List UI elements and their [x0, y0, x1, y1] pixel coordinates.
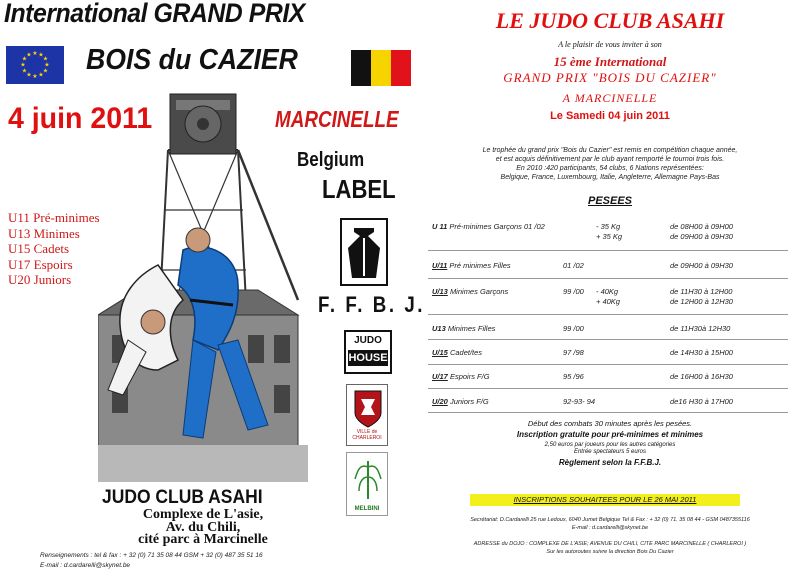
schedule-time: de 16H00 à 16H30: [670, 372, 733, 381]
schedule-time: de 09H00 à 09H30: [670, 261, 733, 270]
divider: [428, 388, 788, 389]
schedule-time: de 12H00 à 12H30: [670, 297, 733, 306]
event-date: 4 juin 2011: [8, 102, 153, 135]
category-item: U20 Juniors: [8, 272, 72, 287]
category-item: U15 Cadets: [8, 241, 70, 256]
poster-title-line2: BOIS du CAZIER: [86, 44, 298, 76]
svg-text:★: ★: [26, 51, 32, 59]
dojo-directions: Sur les autoroutes suivre la direction Bois Du Cazier: [546, 548, 674, 555]
divider: [428, 364, 788, 365]
address-line: cité parc à Marcinelle: [138, 532, 268, 547]
category-item: U13 Minimes: [8, 225, 80, 241]
svg-text:★: ★: [32, 73, 38, 80]
invite-city: A MARCINELLE: [562, 91, 658, 105]
address-line: Complexe de L'asie,: [142, 507, 264, 522]
schedule-time: de 14H30 à 15H00: [670, 348, 733, 357]
svg-text:★: ★: [26, 71, 32, 79]
schedule-year: 95 /96: [563, 372, 584, 381]
secretariat-line: Secrétariat: D.Cardarelli 25 rue Ledoux, 6040 Jumet Belgique Tel & Fax : + 32 (0) 71. 35 08 44 - GSM 0487355116: [470, 517, 750, 523]
divider: [428, 339, 788, 340]
free-entry-note: Inscription gratuite pour pré-minimes et minimes: [516, 430, 704, 439]
schedule-category: U13 Minimes Filles: [432, 324, 496, 333]
mine-tower-judo-illustration: [98, 90, 308, 482]
event-country: Belgium: [297, 149, 365, 171]
poster-title-line1: International GRAND PRIX: [4, 0, 305, 28]
event-city: MARCINELLE: [275, 106, 399, 132]
schedule-category: U 11 Pré-minimes Garçons 01 /02: [432, 222, 545, 231]
schedule-time: de 08H00 à 09H00: [670, 222, 733, 231]
fee-line: Entrée spectateurs 5 euros: [573, 449, 647, 455]
invite-club-title: LE JUDO CLUB ASAHI: [495, 8, 725, 33]
fee-line: 2,50 euros par joueurs pour les autres catégories: [544, 442, 676, 448]
divider: [428, 278, 788, 279]
charleroi-coat-of-arms: [346, 384, 388, 446]
schedule-weight: + 40Kg: [596, 297, 620, 306]
divider: [428, 314, 788, 315]
venue-address: [58, 509, 348, 547]
sponsor-text: MELBINI: [354, 506, 380, 512]
club-name: JUDO CLUB ASAHI: [102, 487, 263, 508]
schedule-year: 99 /00: [563, 287, 584, 296]
judo-house-logo: [344, 330, 392, 374]
intro-line: Le trophée du grand prix "Bois du Cazier" est remis en compétition chaque année,: [482, 147, 738, 154]
belgium-flag-icon: [351, 50, 411, 86]
svg-text:★: ★: [38, 51, 44, 59]
registration-deadline: INSCRIPTIONS SOUHAITEES POUR LE 26 MAI 2011: [470, 494, 740, 506]
sponsor-logo: [346, 452, 388, 516]
schedule-time: de 09H00 à 09H30: [670, 232, 733, 241]
schedule-time: de16 H30 à 17H00: [670, 397, 733, 406]
svg-text:★: ★: [44, 61, 50, 69]
fee-note: [420, 442, 800, 456]
invite-date: Le Samedi 04 juin 2011: [550, 110, 670, 122]
schedule-category: U/11 Pré minimes Filles: [432, 261, 511, 270]
schedule-weight: - 35 Kg: [596, 222, 621, 231]
svg-text:★: ★: [20, 61, 26, 69]
svg-text:★: ★: [21, 67, 28, 75]
weigh-in-title: PESEES: [587, 195, 633, 207]
schedule-category: U/15 Cadet/tes: [432, 348, 483, 357]
schedule-time: de 11H30 à 12H00: [670, 287, 733, 296]
ffbj-logo-icon: [340, 218, 388, 286]
invite-edition: 15 ème International: [553, 54, 667, 69]
invite-intro: [420, 146, 800, 182]
invite-grand-prix: GRAND PRIX "BOIS DU CAZIER": [503, 70, 717, 85]
intro-line: En 2010 :420 participants, 54 clubs, 6 Nations représentées:: [516, 165, 704, 172]
schedule-year: 99 /00: [563, 324, 584, 333]
judohouse-top-text: JUDO: [354, 335, 382, 346]
svg-text:★: ★: [32, 50, 38, 57]
intro-line: et est acquis définitivement par le club ayant remporté le tournoi trois fois.: [495, 156, 725, 163]
intro-line: Belgique, France, Luxembourg, Italie, Angleterre, Allemagne Pays-Bas: [500, 174, 720, 181]
schedule-weight: - 40Kg: [596, 287, 619, 296]
secretariat-email: E-mail : d.cardarelli@skynet.be: [571, 524, 649, 531]
ffbj-label: F. F. B. J.: [318, 292, 426, 317]
charleroi-text: VILLE de CHARLEROI: [352, 429, 382, 441]
dojo-address: [420, 541, 800, 556]
category-list: [8, 210, 100, 288]
contact-email: E-mail : d.cardarelli@skynet.be: [40, 562, 131, 569]
rules-note: Règlement selon la F.F.B.J.: [558, 458, 662, 467]
category-item: U11 Pré-minimes: [8, 210, 100, 225]
svg-text:★: ★: [42, 67, 49, 75]
svg-text:★: ★: [42, 55, 49, 63]
invite-line: A le plaisir de vous inviter à son: [558, 40, 662, 49]
schedule-year: 01 /02: [563, 261, 584, 270]
judohouse-bottom-text: HOUSE: [348, 352, 388, 364]
schedule-category: U/20 Juniors F/G: [432, 397, 489, 406]
dojo-address-line: ADRESSE du DOJO : COMPLEXE DE L'ASIE; AVENUE DU CHILI, CITE PARC MARCINELLE ( CHARLEROI ): [473, 541, 747, 547]
contact-phone: Renseignements : tel & fax : + 32 (0) 71 35 08 44 GSM + 32 (0) 487 35 51 16: [40, 552, 263, 559]
category-item: U17 Espoirs: [8, 256, 73, 272]
label-badge: LABEL: [322, 174, 396, 204]
address-line: Av. du Chili,: [165, 519, 241, 535]
svg-text:★: ★: [21, 55, 28, 63]
contact-info: [40, 551, 263, 571]
divider: [428, 412, 788, 413]
combat-note: Début des combats 30 minutes après les pesées.: [527, 419, 693, 428]
schedule-time: de 11H30à 12H30: [670, 324, 731, 333]
schedule-category: U/13 Minimes Garçons: [432, 287, 509, 296]
schedule-year: 97 /98: [563, 348, 584, 357]
svg-text:★: ★: [38, 71, 44, 79]
eu-flag-icon: [6, 46, 64, 84]
divider: [428, 250, 788, 251]
schedule-year: 92-93- 94: [563, 397, 596, 406]
schedule-weight: + 35 Kg: [596, 232, 623, 241]
schedule-category: U/17 Espoirs F/G: [432, 372, 490, 381]
secretariat-info: [420, 517, 800, 532]
